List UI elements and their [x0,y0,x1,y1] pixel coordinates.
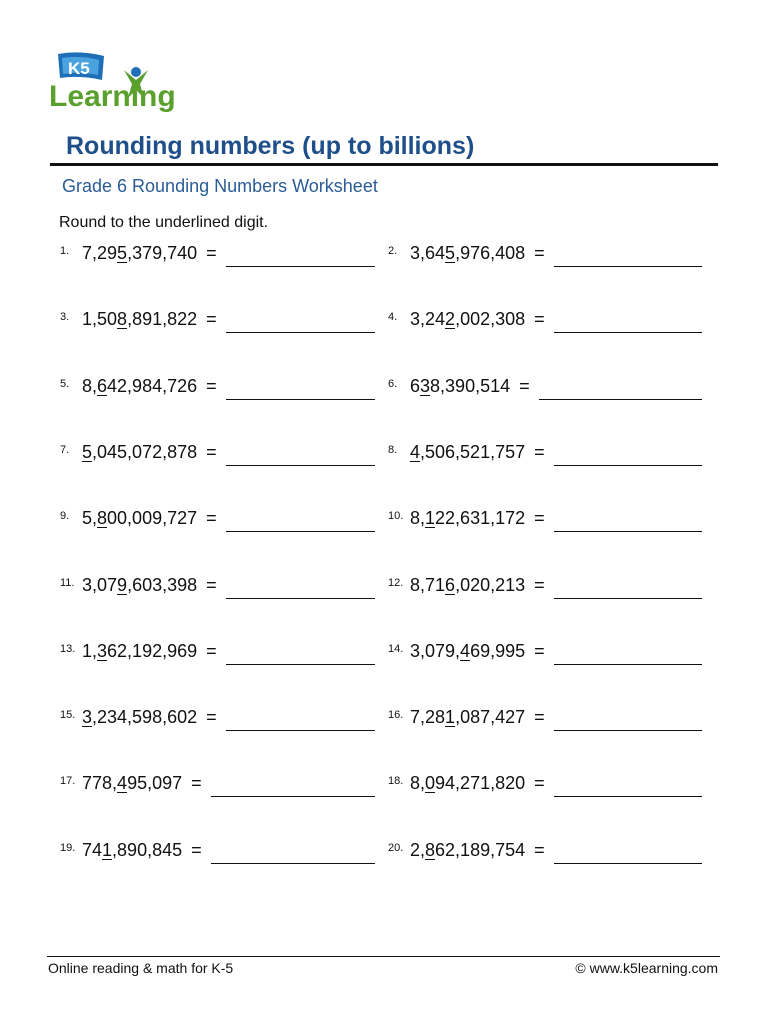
problem-number: 13. [60,642,76,655]
answer-blank[interactable] [226,598,375,599]
problem-item [60,442,375,472]
answer-blank[interactable] [554,465,702,466]
answer-blank[interactable] [554,332,702,333]
equals-sign: = [534,574,545,595]
problem-number-value [82,707,197,728]
underlined-digit: 5 [445,243,456,263]
underlined-digit: 1 [425,508,436,529]
digits-before: 8,71 [410,574,446,595]
digits-after: 22,631,172 [435,508,526,529]
answer-blank[interactable] [554,796,702,797]
answer-blank[interactable] [226,332,375,333]
digits-before: 778, [82,773,118,794]
equals-sign: = [519,375,530,396]
logo-word-text: Learning [49,80,176,113]
problem-number: 19. [60,841,76,854]
digits-after: ,020,213 [455,574,526,595]
problem-item [388,641,702,671]
underlined-digit: 3 [420,375,431,396]
page-title: Rounding numbers (up to billions) [66,132,475,160]
digits-after: 95,097 [127,773,183,794]
underlined-digit: 1 [102,839,113,860]
digits-after: 62,189,754 [435,839,526,860]
problem-number-value [82,309,197,330]
problem-number-value [82,575,197,596]
underlined-digit: 0 [425,773,436,794]
underlined-digit: 4 [117,773,128,794]
answer-blank[interactable] [226,531,375,532]
digits-before: 7,29 [82,243,118,263]
problem-number-value [82,243,197,264]
equals-sign: = [206,441,217,462]
problem-number: 4. [388,311,398,324]
digits-after: ,379,740 [127,243,198,263]
problem-number-value [82,508,197,529]
digits-after: ,890,845 [112,839,183,860]
digits-after: 69,995 [470,640,526,661]
problem-item [388,442,702,472]
problem-number-value [410,309,525,330]
underlined-digit: 2 [445,309,456,330]
digits-after: ,506,521,757 [420,441,526,462]
problem-item [60,707,375,737]
equals-sign: = [206,508,217,529]
footer-website: © www.k5learning.com [575,960,718,976]
problem-number-value [82,376,197,397]
problem-number: 1. [60,245,70,257]
digits-after: 8,390,514 [430,375,511,396]
problem-number: 2. [388,245,398,257]
digits-after: 00,009,727 [107,508,198,529]
problem-number-value [410,243,525,264]
underlined-digit: 1 [445,707,456,728]
digits-before: 3,64 [410,243,446,263]
answer-blank[interactable] [226,399,375,400]
answer-blank[interactable] [554,664,702,665]
underlined-digit: 6 [445,574,456,595]
problem-number: 17. [60,775,76,788]
answer-blank[interactable] [211,796,375,797]
problem-number: 3. [60,311,70,324]
digits-after: ,002,308 [455,309,526,330]
problem-item [60,641,375,671]
equals-sign: = [534,508,545,529]
problem-number: 8. [388,443,398,456]
footer-divider [47,956,720,957]
problem-number: 14. [388,642,404,655]
digits-before: 3,07 [82,574,118,595]
problem-number-value [410,840,525,861]
problem-number: 16. [388,709,404,722]
problem-item [60,840,375,870]
digits-before: 3,24 [410,309,446,330]
equals-sign: = [206,309,217,330]
answer-blank[interactable] [554,730,702,731]
underlined-digit: 8 [97,508,108,529]
problem-number-value [410,508,525,529]
digits-after: ,087,427 [455,707,526,728]
problem-number-value [410,773,525,794]
digits-before: 3,079, [410,640,461,661]
underlined-digit: 3 [97,640,108,661]
underlined-digit: 4 [460,640,471,661]
page-subtitle: Grade 6 Rounding Numbers Worksheet [62,176,378,196]
digits-before: 74 [82,839,103,860]
problem-number: 5. [60,377,70,390]
problem-number-value [82,773,182,794]
problem-number: 15. [60,709,76,722]
problem-number-value [410,575,525,596]
equals-sign: = [206,640,217,661]
problem-item [60,773,375,803]
equals-sign: = [191,839,202,860]
problem-number: 9. [60,510,70,523]
digits-before: 6 [410,375,421,396]
equals-sign: = [206,243,217,263]
digits-before: 5, [82,508,98,529]
problem-number: 12. [388,576,404,589]
answer-blank[interactable] [226,465,375,466]
problem-item [388,707,702,737]
digits-before: 8, [410,508,426,529]
problem-number-value [82,442,197,463]
equals-sign: = [191,773,202,794]
problem-number: 6. [388,377,398,390]
equals-sign: = [534,707,545,728]
k5-learning-logo [48,50,188,114]
underlined-digit: 8 [425,839,436,860]
answer-blank[interactable] [226,664,375,665]
title-divider [50,163,718,166]
problem-item [60,309,375,339]
answer-blank[interactable] [211,863,375,864]
digits-after: 42,984,726 [107,375,198,396]
problem-item [388,575,702,605]
problem-item [388,773,702,803]
digits-after: ,976,408 [455,243,526,263]
problem-number-value [410,442,525,463]
equals-sign: = [534,773,545,794]
equals-sign: = [206,574,217,595]
answer-blank[interactable] [554,531,702,532]
problem-item [388,508,702,538]
logo-badge-text: K5 [68,59,90,78]
problem-number-value [410,707,525,728]
underlined-digit: 9 [117,574,128,595]
digits-before: 8, [410,773,426,794]
problem-number: 7. [60,443,70,456]
underlined-digit: 4 [410,441,421,462]
problem-number: 20. [388,841,404,854]
problem-item [388,309,702,339]
footer-tagline: Online reading & math for K-5 [48,960,234,976]
answer-blank[interactable] [226,266,375,267]
answer-blank[interactable] [226,730,375,731]
digits-after: ,045,072,878 [92,441,198,462]
digits-after: 62,192,969 [107,640,198,661]
digits-before: 8, [82,375,98,396]
digits-before: 7,28 [410,707,446,728]
problem-number-value [82,840,182,861]
answer-blank[interactable] [554,598,702,599]
problem-number-value [410,641,525,662]
problem-number: 18. [388,775,404,788]
equals-sign: = [534,839,545,860]
problem-item [60,376,375,406]
digits-after: ,603,398 [127,574,198,595]
equals-sign: = [534,640,545,661]
problem-item [388,840,702,870]
equals-sign: = [206,375,217,396]
instructions: Round to the underlined digit. [59,214,269,231]
digits-before: 2, [410,839,426,860]
digits-after: ,234,598,602 [92,707,198,728]
underlined-digit: 8 [117,309,128,330]
underlined-digit: 3 [82,707,93,728]
equals-sign: = [534,309,545,330]
problem-item [60,508,375,538]
k5-badge [58,52,104,80]
problem-item [60,243,375,273]
problem-number-value [82,641,197,662]
problem-number: 11. [60,576,75,589]
problem-number-value [410,376,510,397]
equals-sign: = [534,441,545,462]
digits-before: 1, [82,640,98,661]
problem-item [60,575,375,605]
answer-blank[interactable] [554,863,702,864]
underlined-digit: 5 [82,441,93,462]
digits-after: ,891,822 [127,309,198,330]
digits-before: 1,50 [82,309,118,330]
underlined-digit: 6 [97,375,108,396]
problem-item [388,376,702,406]
digits-after: 94,271,820 [435,773,526,794]
underlined-digit: 5 [117,243,128,263]
equals-sign: = [206,707,217,728]
problem-item [388,243,702,273]
problem-number: 10. [388,510,404,523]
answer-blank[interactable] [539,399,702,400]
answer-blank[interactable] [554,266,702,267]
equals-sign: = [534,243,545,263]
